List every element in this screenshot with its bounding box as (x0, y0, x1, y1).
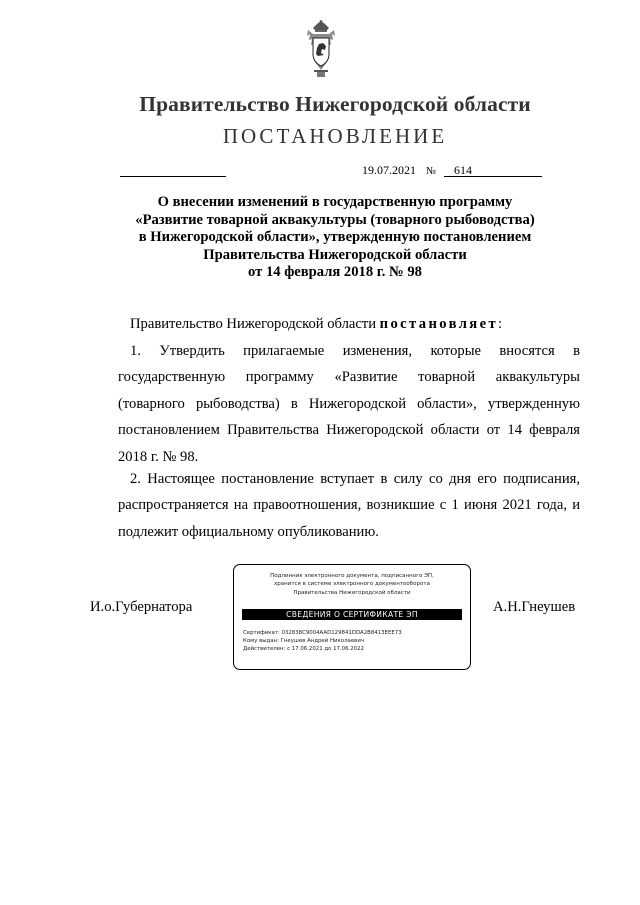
title-line: О внесении изменений в государственную программу (157, 194, 513, 210)
document-title (100, 194, 570, 282)
electronic-signature-stamp (233, 564, 471, 670)
stamp-intro (242, 572, 462, 597)
number-sign: № (426, 166, 437, 177)
blank-underline (120, 176, 226, 177)
signer-role: И.о.Губернатора (90, 599, 193, 615)
paragraph-1: 1. Утвердить прилагаемые изменения, которые вносятся в государственную программу «Развитие товарной аквакультуры (товарного рыбоводства) в Нижегородской области», утвержденную постановлением Правительства Нижегородской области от 14 февраля 2018 г. № 98. (118, 343, 580, 465)
stamp-heading: СВЕДЕНИЯ О СЕРТИФИКАТЕ ЭП (242, 609, 462, 620)
title-line: «Развитие товарной аквакультуры (товарного рыбоводства) (135, 211, 535, 228)
title-line: Правительства Нижегородской области (203, 246, 467, 263)
resolution-lead (130, 316, 502, 333)
stamp-intro-line: Подлинник электронного документа, подписанного ЭП, (270, 573, 434, 579)
document-number: 614 (454, 163, 472, 177)
lead-keyword: постановляет (379, 316, 499, 332)
title-line: от 14 февраля 2018 г. № 98 (248, 264, 422, 281)
organization-name: Правительство Нижегородской области (139, 92, 531, 116)
title-line: в Нижегородской области», утвержденную постановлением (138, 229, 532, 246)
signer-name: А.Н.Гнеушев (493, 599, 576, 615)
coat-of-arms-emblem (303, 20, 339, 78)
document-date: 19.07.2021 (362, 163, 416, 177)
lead-prefix: Правительство Нижегородской области (130, 316, 380, 332)
stamp-intro-line: Правительства Нижегородской области (293, 589, 411, 596)
document-type: ПОСТАНОВЛЕНИЕ (222, 124, 448, 148)
stamp-intro-line: хранится в системе электронного документооборота (274, 581, 430, 588)
certificate-number: Сертификат: 032838C9004AAD129841DDA2B8413EEE73 (243, 630, 402, 636)
certificate-owner: Кому выдан: Гнеушев Андрей Николаевич (243, 638, 365, 645)
paragraph-2: 2. Настоящее постановление вступает в силу со дня его подписания, распространяется на правоотношения, возникшие с 1 июня 2021 года, и подлежит официальному опубликованию. (118, 471, 580, 540)
certificate-validity: Действителен: с 17.06.2021 до 17.06.2022 (243, 646, 364, 653)
stamp-details (243, 629, 402, 654)
lead-suffix: : (498, 316, 503, 332)
